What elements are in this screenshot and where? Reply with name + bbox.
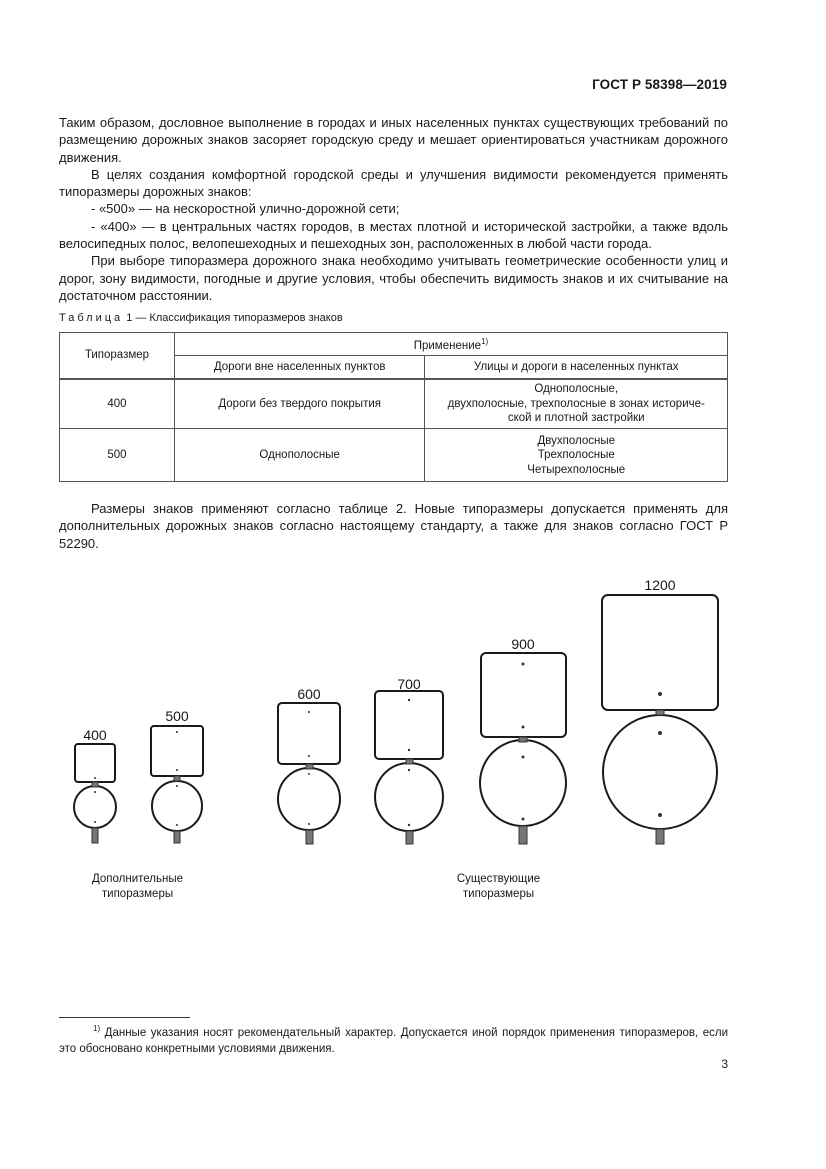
paragraph: В целях создания комфортной городской среды и улучшения видимости рекомендуется применять типоразмеры дорожных знаков: xyxy=(59,166,728,200)
size-label-600: 600 xyxy=(297,686,321,702)
page-number: 3 xyxy=(721,1057,728,1071)
cell-size: 400 xyxy=(60,379,175,429)
body-text xyxy=(59,114,728,304)
footnote-ref: 1) xyxy=(481,337,489,346)
header-inside-settlements: Улицы и дороги в населенных пунктах xyxy=(425,356,728,379)
paragraph: Размеры знаков применяют согласно таблице 2. Новые типоразмеры допускается применять для дополнительных дорожных знаков согласно настоящему стандарту, а также для знаков согласно ГОСТ Р 52290. xyxy=(59,501,728,551)
document-header: ГОСТ Р 58398—2019 xyxy=(592,77,727,92)
size-label-400: 400 xyxy=(83,727,107,743)
paragraph: Таким образом, дословное выполнение в городах и иных населенных пунктах существующих требований по размещению дорожных знаков засоряет городскую среду и мешает ориентироваться участникам дорожного движения. xyxy=(59,115,728,165)
table-row xyxy=(60,429,728,482)
cell-outside: Однополосные xyxy=(174,429,425,482)
sign-disc-700 xyxy=(375,763,443,831)
size-label-1200: 1200 xyxy=(644,577,676,593)
label-existing-sizes: Существующие типоразмеры xyxy=(456,873,541,900)
table-caption-prefix: Таблица xyxy=(59,312,124,324)
sign-disc-900 xyxy=(480,740,566,826)
size-label-900: 900 xyxy=(511,636,535,652)
header-outside-settlements: Дороги вне населенных пунктов xyxy=(174,356,425,379)
sign-disc-600 xyxy=(278,768,340,830)
sign-plate-400 xyxy=(75,744,115,782)
list-item: - «500» — на нескоростной улично-дорожной сети; xyxy=(91,201,400,217)
table-row xyxy=(60,379,728,429)
sign-size-figure xyxy=(0,560,826,860)
cell-size: 500 xyxy=(60,429,175,482)
sign-plate-900 xyxy=(481,653,566,737)
sign-plate-700 xyxy=(375,691,443,759)
header-application: Применение$^{1)}$ xyxy=(174,333,727,356)
size-label-500: 500 xyxy=(165,708,189,724)
classification-table xyxy=(59,332,728,482)
body-text-after-table xyxy=(59,500,728,552)
label-additional-sizes: Дополнительные типоразмеры xyxy=(91,873,184,900)
footnote-separator xyxy=(59,1017,190,1018)
cell-inside: Однополосные, двухполосные, трехполосные в зонах историче- ской и плотной застройки xyxy=(425,379,728,429)
footnote xyxy=(59,1021,728,1057)
table-caption-title: 1 — Классификация типоразмеров знаков xyxy=(123,312,343,324)
cell-outside: Дороги без твердого покрытия xyxy=(174,379,425,429)
sign-disc-500 xyxy=(152,781,202,831)
header-size: Типоразмер xyxy=(60,333,175,379)
cell-inside: Двухполосные Трехполосные Четырехполосные xyxy=(425,429,728,482)
size-label-700: 700 xyxy=(397,676,421,692)
paragraph: При выборе типоразмера дорожного знака необходимо учитывать геометрические особенности улиц и дорог, зону видимости, погодные и другие условия, чтобы обеспечить видимость знаков и их считывание на достаточном расстоянии. xyxy=(59,253,728,303)
sign-plate-500 xyxy=(151,726,203,776)
mounting-dots xyxy=(94,663,662,827)
footnote-text: Данные указания носят рекомендательный характер. Допускается иной порядок применения типоразмеров, если это обосновано конкретными условиями движения. xyxy=(59,1026,728,1055)
list-item: - «400» — в центральных частях городов, в местах плотной и исторической застройки, а также вдоль велосипедных полос, велопешеходных и пешеходных зон, расположенных в любой части города. xyxy=(59,218,728,252)
footnote-mark: 1) xyxy=(93,1024,101,1033)
table-caption xyxy=(59,312,343,324)
